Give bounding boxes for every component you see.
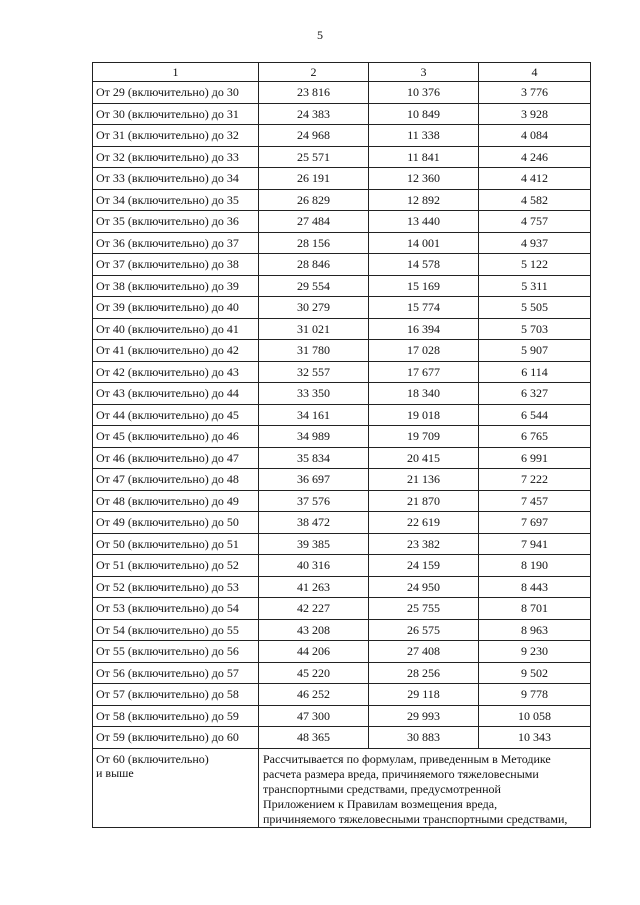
value-cell-col-2: 42 227 xyxy=(259,598,369,620)
weight-range-cell: От 56 (включительно) до 57 xyxy=(93,662,259,684)
value-cell-col-4: 4 937 xyxy=(479,232,591,254)
table-row xyxy=(93,211,591,233)
value-cell-col-3: 12 892 xyxy=(369,189,479,211)
table-row xyxy=(93,641,591,663)
table-row xyxy=(93,490,591,512)
table-row xyxy=(93,705,591,727)
table-row xyxy=(93,512,591,534)
value-cell-col-2: 36 697 xyxy=(259,469,369,491)
table-row xyxy=(93,82,591,104)
value-cell-col-4: 6 114 xyxy=(479,361,591,383)
table-header-row xyxy=(93,63,591,82)
value-cell-col-3: 23 382 xyxy=(369,533,479,555)
value-cell-col-2: 23 816 xyxy=(259,82,369,104)
value-cell-col-3: 28 256 xyxy=(369,662,479,684)
table-row xyxy=(93,619,591,641)
note-line: причиняемого тяжеловесными транспортными средствами, xyxy=(263,811,568,826)
value-cell-col-4: 9 502 xyxy=(479,662,591,684)
note-line: расчета размера вреда, причиняемого тяжеловесными xyxy=(263,766,539,781)
value-cell-col-4: 8 443 xyxy=(479,576,591,598)
table-row-last xyxy=(93,748,591,827)
weight-range-cell: От 39 (включительно) до 40 xyxy=(93,297,259,319)
value-cell-col-3: 13 440 xyxy=(369,211,479,233)
value-cell-col-4: 5 505 xyxy=(479,297,591,319)
value-cell-col-2: 37 576 xyxy=(259,490,369,512)
value-cell-col-4: 7 697 xyxy=(479,512,591,534)
table-row xyxy=(93,555,591,577)
value-cell-col-2: 35 834 xyxy=(259,447,369,469)
weight-range-cell xyxy=(93,748,259,827)
value-cell-col-3: 29 993 xyxy=(369,705,479,727)
value-cell-col-2: 31 780 xyxy=(259,340,369,362)
value-cell-col-2: 43 208 xyxy=(259,619,369,641)
value-cell-col-3: 21 870 xyxy=(369,490,479,512)
table-row xyxy=(93,254,591,276)
column-header-1: 1 xyxy=(93,63,259,82)
value-cell-col-2: 28 846 xyxy=(259,254,369,276)
value-cell-col-2: 24 383 xyxy=(259,103,369,125)
table-row xyxy=(93,684,591,706)
label-line: и выше xyxy=(96,765,134,780)
table-row xyxy=(93,426,591,448)
value-cell-col-4: 5 703 xyxy=(479,318,591,340)
weight-range-cell: От 50 (включительно) до 51 xyxy=(93,533,259,555)
value-cell-col-3: 21 136 xyxy=(369,469,479,491)
value-cell-col-3: 17 028 xyxy=(369,340,479,362)
table-row xyxy=(93,146,591,168)
value-cell-col-3: 22 619 xyxy=(369,512,479,534)
value-cell-col-2: 30 279 xyxy=(259,297,369,319)
table-row xyxy=(93,318,591,340)
value-cell-col-2: 31 021 xyxy=(259,318,369,340)
value-cell-col-3: 30 883 xyxy=(369,727,479,749)
table-row xyxy=(93,469,591,491)
value-cell-col-2: 40 316 xyxy=(259,555,369,577)
value-cell-col-4: 5 311 xyxy=(479,275,591,297)
table-row xyxy=(93,275,591,297)
table-body xyxy=(93,63,591,828)
value-cell-col-3: 15 774 xyxy=(369,297,479,319)
value-cell-col-2: 29 554 xyxy=(259,275,369,297)
weight-range-cell: От 38 (включительно) до 39 xyxy=(93,275,259,297)
value-cell-col-2: 25 571 xyxy=(259,146,369,168)
value-cell-col-3: 10 376 xyxy=(369,82,479,104)
value-cell-col-4: 3 776 xyxy=(479,82,591,104)
value-cell-col-3: 11 338 xyxy=(369,125,479,147)
weight-range-cell: От 43 (включительно) до 44 xyxy=(93,383,259,405)
weight-range-cell: От 48 (включительно) до 49 xyxy=(93,490,259,512)
value-cell-col-4: 7 941 xyxy=(479,533,591,555)
weight-range-cell: От 31 (включительно) до 32 xyxy=(93,125,259,147)
weight-range-cell: От 55 (включительно) до 56 xyxy=(93,641,259,663)
table-row xyxy=(93,576,591,598)
value-cell-col-3: 24 159 xyxy=(369,555,479,577)
value-cell-col-2: 44 206 xyxy=(259,641,369,663)
weight-range-cell: От 58 (включительно) до 59 xyxy=(93,705,259,727)
weight-range-cell: От 51 (включительно) до 52 xyxy=(93,555,259,577)
table-row xyxy=(93,361,591,383)
value-cell-col-3: 24 950 xyxy=(369,576,479,598)
weight-range-cell: От 35 (включительно) до 36 xyxy=(93,211,259,233)
weight-range-cell: От 49 (включительно) до 50 xyxy=(93,512,259,534)
value-cell-col-2: 27 484 xyxy=(259,211,369,233)
value-cell-col-4: 6 765 xyxy=(479,426,591,448)
weight-range-cell: От 42 (включительно) до 43 xyxy=(93,361,259,383)
value-cell-col-2: 39 385 xyxy=(259,533,369,555)
value-cell-col-4: 9 778 xyxy=(479,684,591,706)
table-row xyxy=(93,404,591,426)
value-cell-col-4: 5 122 xyxy=(479,254,591,276)
value-cell-col-4: 5 907 xyxy=(479,340,591,362)
weight-range-cell: От 54 (включительно) до 55 xyxy=(93,619,259,641)
value-cell-col-4: 6 544 xyxy=(479,404,591,426)
table-row xyxy=(93,340,591,362)
value-cell-col-2: 47 300 xyxy=(259,705,369,727)
table-row xyxy=(93,103,591,125)
value-cell-col-3: 19 709 xyxy=(369,426,479,448)
value-cell-col-2: 41 263 xyxy=(259,576,369,598)
table-row xyxy=(93,189,591,211)
value-cell-col-3: 29 118 xyxy=(369,684,479,706)
value-cell-col-2: 38 472 xyxy=(259,512,369,534)
weight-range-cell: От 40 (включительно) до 41 xyxy=(93,318,259,340)
table-row xyxy=(93,232,591,254)
table-row xyxy=(93,168,591,190)
calculation-note-cell xyxy=(259,748,591,827)
value-cell-col-2: 48 365 xyxy=(259,727,369,749)
table-row xyxy=(93,447,591,469)
column-header-4: 4 xyxy=(479,63,591,82)
value-cell-col-3: 14 001 xyxy=(369,232,479,254)
value-cell-col-4: 8 701 xyxy=(479,598,591,620)
value-cell-col-3: 16 394 xyxy=(369,318,479,340)
value-cell-col-3: 11 841 xyxy=(369,146,479,168)
weight-range-cell: От 33 (включительно) до 34 xyxy=(93,168,259,190)
weight-range-cell: От 41 (включительно) до 42 xyxy=(93,340,259,362)
value-cell-col-2: 34 989 xyxy=(259,426,369,448)
weight-range-cell: От 34 (включительно) до 35 xyxy=(93,189,259,211)
value-cell-col-4: 10 343 xyxy=(479,727,591,749)
table-row xyxy=(93,533,591,555)
weight-range-cell: От 36 (включительно) до 37 xyxy=(93,232,259,254)
value-cell-col-2: 34 161 xyxy=(259,404,369,426)
value-cell-col-4: 4 246 xyxy=(479,146,591,168)
value-cell-col-2: 32 557 xyxy=(259,361,369,383)
value-cell-col-3: 20 415 xyxy=(369,447,479,469)
value-cell-col-4: 8 190 xyxy=(479,555,591,577)
table-row xyxy=(93,662,591,684)
weight-range-cell: От 57 (включительно) до 58 xyxy=(93,684,259,706)
weight-range-cell: От 53 (включительно) до 54 xyxy=(93,598,259,620)
value-cell-col-4: 6 991 xyxy=(479,447,591,469)
note-line: транспортными средствами, предусмотренной xyxy=(263,781,501,796)
label-line: От 60 (включительно) xyxy=(96,751,209,766)
table-row xyxy=(93,598,591,620)
value-cell-col-4: 7 222 xyxy=(479,469,591,491)
note-line: Приложением к Правилам возмещения вреда, xyxy=(263,796,498,811)
value-cell-col-3: 14 578 xyxy=(369,254,479,276)
value-cell-col-4: 7 457 xyxy=(479,490,591,512)
value-cell-col-2: 26 191 xyxy=(259,168,369,190)
weight-range-cell: От 37 (включительно) до 38 xyxy=(93,254,259,276)
value-cell-col-4: 10 058 xyxy=(479,705,591,727)
value-cell-col-3: 10 849 xyxy=(369,103,479,125)
weight-range-cell: От 30 (включительно) до 31 xyxy=(93,103,259,125)
table-row xyxy=(93,297,591,319)
value-cell-col-4: 6 327 xyxy=(479,383,591,405)
value-cell-col-3: 19 018 xyxy=(369,404,479,426)
value-cell-col-2: 45 220 xyxy=(259,662,369,684)
column-header-2: 2 xyxy=(259,63,369,82)
rates-table xyxy=(92,62,591,828)
value-cell-col-3: 17 677 xyxy=(369,361,479,383)
weight-range-cell: От 46 (включительно) до 47 xyxy=(93,447,259,469)
value-cell-col-2: 28 156 xyxy=(259,232,369,254)
value-cell-col-4: 4 757 xyxy=(479,211,591,233)
weight-range-cell: От 32 (включительно) до 33 xyxy=(93,146,259,168)
value-cell-col-3: 15 169 xyxy=(369,275,479,297)
weight-range-cell: От 52 (включительно) до 53 xyxy=(93,576,259,598)
table-row xyxy=(93,125,591,147)
value-cell-col-4: 9 230 xyxy=(479,641,591,663)
value-cell-col-3: 27 408 xyxy=(369,641,479,663)
weight-range-cell: От 47 (включительно) до 48 xyxy=(93,469,259,491)
value-cell-col-4: 4 084 xyxy=(479,125,591,147)
weight-range-cell: От 29 (включительно) до 30 xyxy=(93,82,259,104)
value-cell-col-4: 4 412 xyxy=(479,168,591,190)
weight-range-cell: От 44 (включительно) до 45 xyxy=(93,404,259,426)
page-number: 5 xyxy=(317,28,323,42)
table-row xyxy=(93,383,591,405)
value-cell-col-2: 33 350 xyxy=(259,383,369,405)
value-cell-col-3: 18 340 xyxy=(369,383,479,405)
note-line: Рассчитывается по формулам, приведенным в Методике xyxy=(263,751,551,766)
weight-range-cell: От 45 (включительно) до 46 xyxy=(93,426,259,448)
weight-range-cell: От 59 (включительно) до 60 xyxy=(93,727,259,749)
value-cell-col-4: 3 928 xyxy=(479,103,591,125)
value-cell-col-4: 8 963 xyxy=(479,619,591,641)
value-cell-col-3: 26 575 xyxy=(369,619,479,641)
value-cell-col-2: 26 829 xyxy=(259,189,369,211)
value-cell-col-3: 12 360 xyxy=(369,168,479,190)
value-cell-col-2: 24 968 xyxy=(259,125,369,147)
value-cell-col-2: 46 252 xyxy=(259,684,369,706)
value-cell-col-4: 4 582 xyxy=(479,189,591,211)
column-header-3: 3 xyxy=(369,63,479,82)
value-cell-col-3: 25 755 xyxy=(369,598,479,620)
table-row xyxy=(93,727,591,749)
